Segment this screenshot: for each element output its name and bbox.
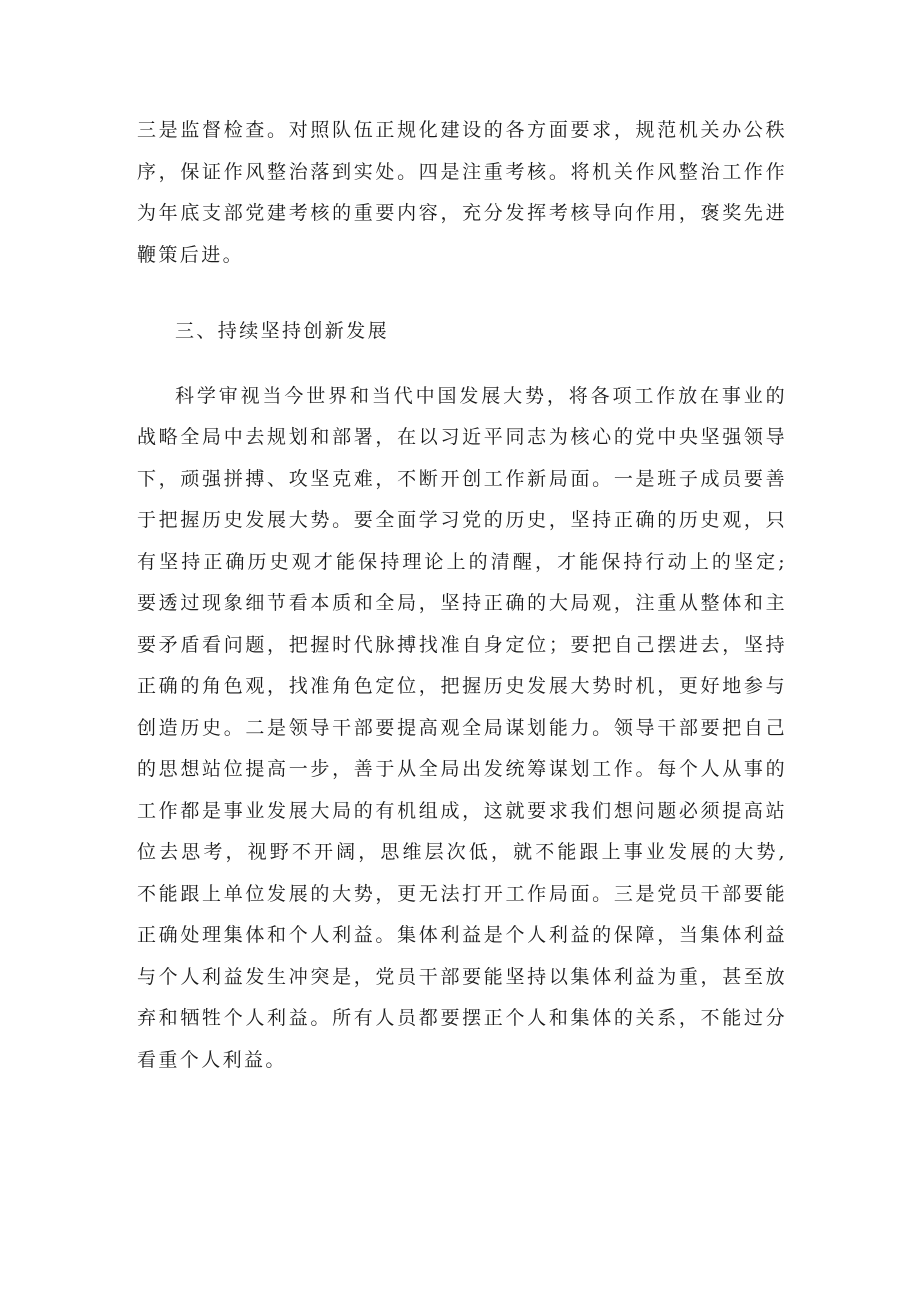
document-body (137, 110, 787, 1081)
main-paragraph: 科学审视当今世界和当代中国发展大势，将各项工作放在事业的战略全局中去规划和部署，在以习近平同志为核心的党中央坚强领导下，顽强拼搏、攻坚克难，不断开创工作新局面。一是班子成员要善于把握历史发展大势。要全面学习党的历史，坚持正确的历史观，只有坚持正确历史观才能保持理论上的清醒，才能保持行动上的坚定;要透过现象细节看本质和全局，坚持正确的大局观，注重从整体和主要矛盾看问题，把握时代脉搏找准自身定位；要把自己摆进去，坚持正确的角色观，找准角色定位，把握历史发展大势时机，更好地参与创造历史。二是领导干部要提高观全局谋划能力。领导干部要把自己的思想站位提高一步，善于从全局出发统筹谋划工作。每个人从事的工作都是事业发展大局的有机组成，这就要求我们想问题必须提高站位去思考，视野不开阔，思维层次低，就不能跟上事业发展的大势,不能跟上单位发展的大势，更无法打开工作局面。三是党员干部要能正确处理集体和个人利益。集体利益是个人利益的保障，当集体利益与个人利益发生冲突是，党员干部要能坚持以集体利益为重，甚至放弃和牺牲个人利益。所有人员都要摆正个人和集体的关系，不能过分看重个人利益。 (137, 384, 787, 1071)
continued-paragraph: 三是监督检查。对照队伍正规化建设的各方面要求，规范机关办公秩序，保证作风整治落到实处。四是注重考核。将机关作风整治工作作为年底支部党建考核的重要内容，充分发挥考核导向作用，褒奖先进鞭策后进。 (137, 119, 787, 266)
section-heading: 三、持续坚持创新发展 (175, 320, 390, 342)
